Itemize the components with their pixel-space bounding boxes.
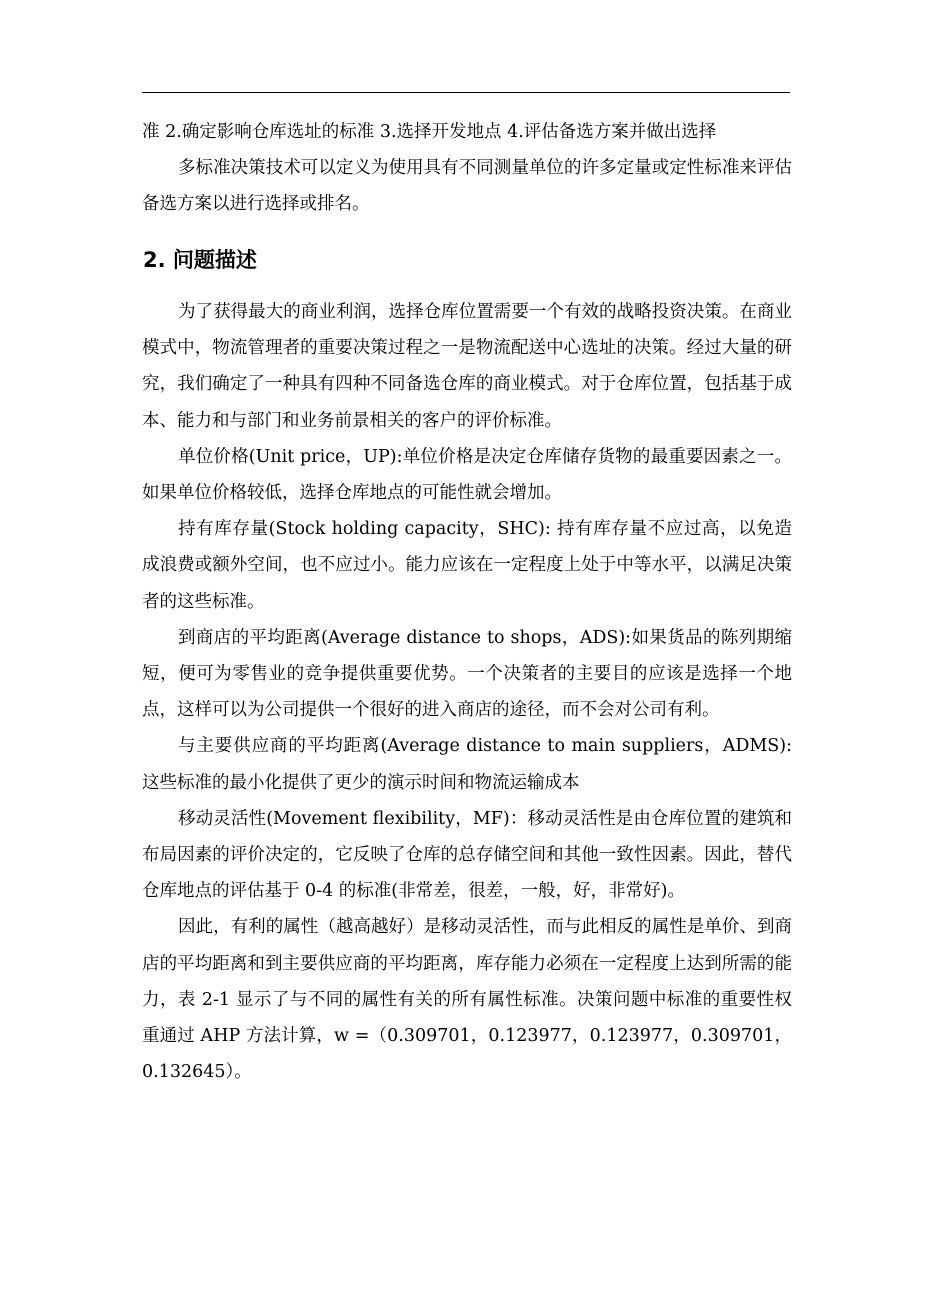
- header-rule: [142, 92, 790, 93]
- intro-paragraph-2: 多标准决策技术可以定义为使用具有不同测量单位的许多定量或定性标准来评估备选方案以进行选择或排名。: [142, 158, 792, 215]
- section-body: [142, 294, 792, 1090]
- section-heading: 2. 问题描述: [143, 248, 257, 272]
- paragraph-attribute-weights: 因此，有利的属性（越高越好）是移动灵活性，而与此相反的属性是单价、到商店的平均距离和到主要供应商的平均距离，库存能力必须在一定程度上达到所需的能力，表 2-1 显示了与不同的属性有关的所有属性标准。决策问题中标准的重要性权重通过 AHP 方法计算，w =（0.309701，0.123977，0.123977，0.309701，0.132645）。: [142, 917, 792, 1083]
- intro-text: [142, 114, 792, 223]
- paragraph-unit-price: 单位价格(Unit price，UP):单位价格是决定仓库储存货物的最重要因素之一。如果单位价格较低，选择仓库地点的可能性就会增加。: [142, 446, 792, 504]
- paragraph-background: 为了获得最大的商业利润，选择仓库位置需要一个有效的战略投资决策。在商业模式中，物流管理者的重要决策过程之一是物流配送中心选址的决策。经过大量的研究，我们确定了一种具有四种不同备选仓库的商业模式。对于仓库位置，包括基于成本、能力和与部门和业务前景相关的客户的评价标准。: [142, 302, 792, 431]
- paragraph-distance-suppliers: 与主要供应商的平均距离(Average distance to main suppliers，ADMS): 这些标准的最小化提供了更少的演示时间和物流运输成本: [142, 736, 792, 793]
- paragraph-distance-shops: 到商店的平均距离(Average distance to shops，ADS):如果货品的陈列期缩短，便可为零售业的竞争提供重要优势。一个决策者的主要目的应该是选择一个地点，这样可以为公司提供一个很好的进入商店的途径，而不会对公司有利。: [142, 627, 792, 721]
- paragraph-stock-capacity: 持有库存量(Stock holding capacity，SHC): 持有库存量不应过高，以免造成浪费或额外空间，也不应过小。能力应该在一定程度上处于中等水平，以满足决策者的这些标准。: [142, 519, 792, 612]
- intro-paragraph-1: 准 2.确定影响仓库选址的标准 3.选择开发地点 4.评估备选方案并做出选择: [142, 122, 717, 142]
- paragraph-movement-flexibility: 移动灵活性(Movement flexibility，MF)：移动灵活性是由仓库位置的建筑和布局因素的评价决定的，它反映了仓库的总存储空间和其他一致性因素。因此，替代仓库地点的评估基于 0-4 的标准(非常差，很差，一般，好，非常好)。: [142, 808, 792, 902]
